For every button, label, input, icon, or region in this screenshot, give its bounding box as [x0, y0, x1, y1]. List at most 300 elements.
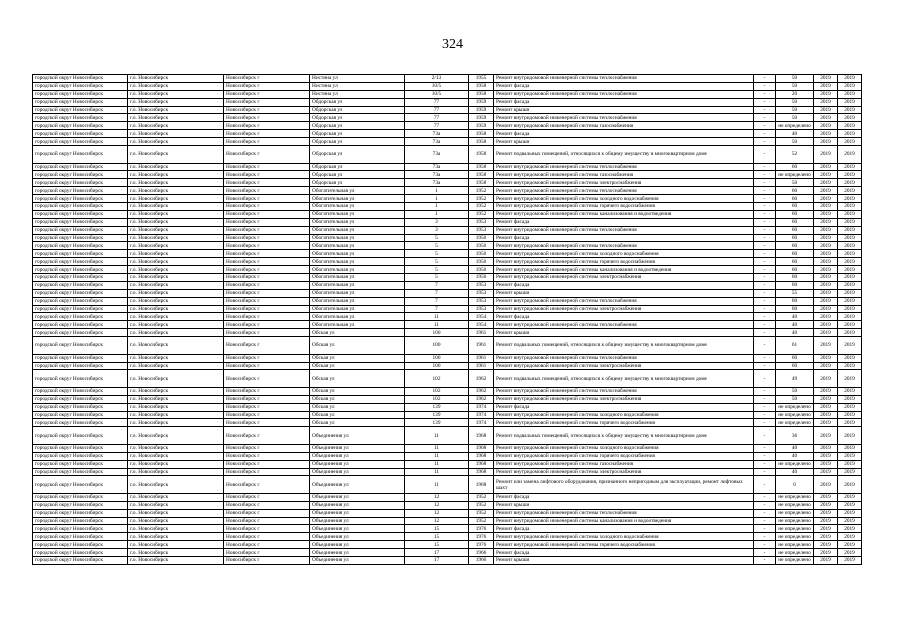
start-year-cell: 2019	[814, 266, 838, 274]
start-year-cell: 2019	[814, 525, 838, 533]
street-cell: Обдорская ул	[310, 114, 405, 122]
district-cell: г.о. Новосибирск	[128, 266, 224, 274]
district-cell: г.о. Новосибирск	[128, 130, 224, 138]
table-row	[33, 114, 862, 122]
settlement-cell: Новосибирск г	[224, 226, 310, 234]
street-cell: Обская ул	[310, 362, 405, 370]
work-type-cell: Ремонт внутридомовой инженерной системы электроснабжения	[494, 468, 754, 476]
build-year-cell: 1952	[469, 493, 494, 501]
build-year-cell: 1950	[469, 242, 494, 250]
street-cell: Обская ул	[310, 419, 405, 427]
start-year-cell: 2019	[814, 403, 838, 411]
municipality-cell: городской округ Новосибирск	[33, 114, 128, 122]
work-type-cell: Ремонт внутридомовой инженерной системы холодного водоснабжения	[494, 411, 754, 419]
street-cell: Объединения ул	[310, 452, 405, 460]
work-type-cell: Ремонт или замена лифтового оборудования, признанного непригодным для эксплуатации, ремонт лифтовых шахт	[494, 476, 754, 494]
start-year-cell: 2019	[814, 98, 838, 106]
build-year-cell: 1959	[469, 106, 494, 114]
district-cell: г.о. Новосибирск	[128, 354, 224, 362]
build-year-cell: 1961	[469, 337, 494, 355]
municipality-cell: городской округ Новосибирск	[33, 444, 128, 452]
district-cell: г.о. Новосибирск	[128, 329, 224, 337]
district-cell: г.о. Новосибирск	[128, 525, 224, 533]
settlement-cell: Новосибирск г	[224, 250, 310, 258]
settlement-cell: Новосибирск г	[224, 444, 310, 452]
street-cell: Обогатительная ул	[310, 250, 405, 258]
street-cell: Обогатительная ул	[310, 187, 405, 195]
build-year-cell: 1950	[469, 258, 494, 266]
start-year-cell: 2019	[814, 509, 838, 517]
end-year-cell: 2019	[838, 122, 862, 130]
volume-cell: 40	[776, 329, 814, 337]
house-number-cell: 11	[405, 452, 469, 460]
work-type-cell: Ремонт внутридомовой инженерной системы газоснабжения	[494, 460, 754, 468]
end-year-cell: 2019	[838, 75, 862, 83]
work-type-cell: Ремонт фасада	[494, 493, 754, 501]
volume-cell: 20	[776, 90, 814, 98]
municipality-cell: городской округ Новосибирск	[33, 250, 128, 258]
start-year-cell: 2019	[814, 557, 838, 565]
settlement-cell: Новосибирск г	[224, 501, 310, 509]
work-type-cell: Ремонт внутридомовой инженерной системы электроснабжения	[494, 362, 754, 370]
district-cell: г.о. Новосибирск	[128, 395, 224, 403]
municipality-cell: городской округ Новосибирск	[33, 460, 128, 468]
build-year-cell: 1958	[469, 138, 494, 146]
municipality-cell: городской округ Новосибирск	[33, 90, 128, 98]
dash-cell: -	[754, 297, 776, 305]
dash-cell: -	[754, 187, 776, 195]
house-number-cell: 15	[405, 541, 469, 549]
street-cell: Обогатительная ул	[310, 266, 405, 274]
settlement-cell: Новосибирск г	[224, 90, 310, 98]
district-cell: г.о. Новосибирск	[128, 179, 224, 187]
district-cell: г.о. Новосибирск	[128, 403, 224, 411]
start-year-cell: 2019	[814, 329, 838, 337]
volume-cell: 40	[776, 444, 814, 452]
district-cell: г.о. Новосибирск	[128, 337, 224, 355]
start-year-cell: 2019	[814, 179, 838, 187]
settlement-cell: Новосибирск г	[224, 273, 310, 281]
house-number-cell: 11	[405, 313, 469, 321]
house-number-cell: 5	[405, 234, 469, 242]
street-cell: Объединения ул	[310, 493, 405, 501]
table-row	[33, 258, 862, 266]
district-cell: г.о. Новосибирск	[128, 427, 224, 445]
municipality-cell: городской округ Новосибирск	[33, 533, 128, 541]
dash-cell: -	[754, 82, 776, 90]
house-number-cell: 77	[405, 106, 469, 114]
table-row	[33, 210, 862, 218]
end-year-cell: 2019	[838, 354, 862, 362]
work-type-cell: Ремонт внутридомовой инженерной системы теплоснабжения	[494, 387, 754, 395]
volume-cell: 52	[776, 146, 814, 164]
table-row	[33, 82, 862, 90]
dash-cell: -	[754, 533, 776, 541]
municipality-cell: городской округ Новосибирск	[33, 395, 128, 403]
work-type-cell: Ремонт фасада	[494, 82, 754, 90]
volume-cell: 55	[776, 289, 814, 297]
page-number: 324	[442, 37, 463, 52]
volume-cell: 36	[776, 427, 814, 445]
table-body	[33, 75, 862, 565]
build-year-cell: 1952	[469, 187, 494, 195]
end-year-cell: 2019	[838, 501, 862, 509]
build-year-cell: 1962	[469, 370, 494, 388]
work-type-cell: Ремонт внутридомовой инженерной системы горячего водоснабжения	[494, 258, 754, 266]
volume-cell: 60	[776, 362, 814, 370]
build-year-cell: 1954	[469, 313, 494, 321]
district-cell: г.о. Новосибирск	[128, 501, 224, 509]
municipality-cell: городской округ Новосибирск	[33, 266, 128, 274]
dash-cell: -	[754, 549, 776, 557]
end-year-cell: 2019	[838, 411, 862, 419]
table-row	[33, 321, 862, 329]
dash-cell: -	[754, 98, 776, 106]
table-row	[33, 444, 862, 452]
work-type-cell: Ремонт внутридомовой инженерной системы теплоснабжения	[494, 321, 754, 329]
settlement-cell: Новосибирск г	[224, 525, 310, 533]
settlement-cell: Новосибирск г	[224, 289, 310, 297]
table-row	[33, 98, 862, 106]
build-year-cell: 1976	[469, 533, 494, 541]
settlement-cell: Новосибирск г	[224, 321, 310, 329]
district-cell: г.о. Новосибирск	[128, 171, 224, 179]
table-row	[33, 533, 862, 541]
volume-cell: 60	[776, 281, 814, 289]
table-row	[33, 90, 862, 98]
municipality-cell: городской округ Новосибирск	[33, 509, 128, 517]
start-year-cell: 2019	[814, 218, 838, 226]
district-cell: г.о. Новосибирск	[128, 297, 224, 305]
street-cell: Обдорская ул	[310, 106, 405, 114]
street-cell: Обдорская ул	[310, 146, 405, 164]
table-row	[33, 289, 862, 297]
end-year-cell: 2019	[838, 202, 862, 210]
settlement-cell: Новосибирск г	[224, 337, 310, 355]
municipality-cell: городской округ Новосибирск	[33, 138, 128, 146]
build-year-cell: 1953	[469, 297, 494, 305]
house-number-cell: 11	[405, 476, 469, 494]
table-row	[33, 493, 862, 501]
house-number-cell: 11	[405, 427, 469, 445]
settlement-cell: Новосибирск г	[224, 297, 310, 305]
build-year-cell: 1974	[469, 419, 494, 427]
work-type-cell: Ремонт внутридомовой инженерной системы теплоснабжения	[494, 187, 754, 195]
start-year-cell: 2019	[814, 305, 838, 313]
work-type-cell: Ремонт внутридомовой инженерной системы канализования и водоотведения	[494, 517, 754, 525]
municipality-cell: городской округ Новосибирск	[33, 226, 128, 234]
volume-cell: 40	[776, 468, 814, 476]
district-cell: г.о. Новосибирск	[128, 187, 224, 195]
start-year-cell: 2019	[814, 444, 838, 452]
house-number-cell: 102	[405, 395, 469, 403]
municipality-cell: городской округ Новосибирск	[33, 122, 128, 130]
end-year-cell: 2019	[838, 468, 862, 476]
settlement-cell: Новосибирск г	[224, 362, 310, 370]
volume-cell: не определено	[776, 122, 814, 130]
district-cell: г.о. Новосибирск	[128, 106, 224, 114]
end-year-cell: 2019	[838, 242, 862, 250]
settlement-cell: Новосибирск г	[224, 354, 310, 362]
municipality-cell: городской округ Новосибирск	[33, 476, 128, 494]
build-year-cell: 1961	[469, 329, 494, 337]
house-number-cell: 12	[405, 517, 469, 525]
build-year-cell: 1958	[469, 90, 494, 98]
street-cell: Объединения ул	[310, 541, 405, 549]
settlement-cell: Новосибирск г	[224, 411, 310, 419]
house-number-cell: 100	[405, 329, 469, 337]
volume-cell: не определено	[776, 501, 814, 509]
table-row	[33, 179, 862, 187]
municipality-cell: городской округ Новосибирск	[33, 427, 128, 445]
house-number-cell: 11	[405, 468, 469, 476]
table-row	[33, 395, 862, 403]
district-cell: г.о. Новосибирск	[128, 163, 224, 171]
house-number-cell: 3	[405, 218, 469, 226]
volume-cell: 60	[776, 187, 814, 195]
district-cell: г.о. Новосибирск	[128, 138, 224, 146]
table-row	[33, 171, 862, 179]
build-year-cell: 1959	[469, 98, 494, 106]
table-row	[33, 525, 862, 533]
end-year-cell: 2019	[838, 187, 862, 195]
work-type-cell: Ремонт внутридомовой инженерной системы канализования и водоотведения	[494, 266, 754, 274]
dash-cell: -	[754, 337, 776, 355]
municipality-cell: городской округ Новосибирск	[33, 210, 128, 218]
table-row	[33, 362, 862, 370]
work-type-cell: Ремонт внутридомовой инженерной системы газоснабжения	[494, 171, 754, 179]
start-year-cell: 2019	[814, 354, 838, 362]
volume-cell: не определено	[776, 541, 814, 549]
volume-cell: 40	[776, 130, 814, 138]
end-year-cell: 2019	[838, 362, 862, 370]
volume-cell: не определено	[776, 549, 814, 557]
municipality-cell: городской округ Новосибирск	[33, 187, 128, 195]
street-cell: Обская ул	[310, 395, 405, 403]
house-number-cell: 5	[405, 266, 469, 274]
house-number-cell: 100	[405, 354, 469, 362]
street-cell: Объединения ул	[310, 517, 405, 525]
dash-cell: -	[754, 444, 776, 452]
volume-cell: 50	[776, 179, 814, 187]
settlement-cell: Новосибирск г	[224, 395, 310, 403]
start-year-cell: 2019	[814, 313, 838, 321]
build-year-cell: 1959	[469, 114, 494, 122]
district-cell: г.о. Новосибирск	[128, 82, 224, 90]
build-year-cell: 1974	[469, 411, 494, 419]
municipality-cell: городской округ Новосибирск	[33, 362, 128, 370]
settlement-cell: Новосибирск г	[224, 541, 310, 549]
end-year-cell: 2019	[838, 452, 862, 460]
end-year-cell: 2019	[838, 226, 862, 234]
volume-cell: не определено	[776, 411, 814, 419]
build-year-cell: 1958	[469, 163, 494, 171]
work-type-cell: Ремонт внутридомовой инженерной системы газоснабжения	[494, 122, 754, 130]
end-year-cell: 2019	[838, 460, 862, 468]
end-year-cell: 2019	[838, 163, 862, 171]
volume-cell: 60	[776, 242, 814, 250]
start-year-cell: 2019	[814, 242, 838, 250]
dash-cell: -	[754, 146, 776, 164]
street-cell: Обдорская ул	[310, 130, 405, 138]
table-row	[33, 460, 862, 468]
work-type-cell: Ремонт внутридомовой инженерной системы электроснабжения	[494, 179, 754, 187]
end-year-cell: 2019	[838, 509, 862, 517]
settlement-cell: Новосибирск г	[224, 329, 310, 337]
district-cell: г.о. Новосибирск	[128, 305, 224, 313]
house-number-cell: 77	[405, 114, 469, 122]
build-year-cell: 1976	[469, 525, 494, 533]
start-year-cell: 2019	[814, 210, 838, 218]
start-year-cell: 2019	[814, 226, 838, 234]
settlement-cell: Новосибирск г	[224, 468, 310, 476]
house-number-cell: 11	[405, 460, 469, 468]
start-year-cell: 2019	[814, 549, 838, 557]
end-year-cell: 2019	[838, 403, 862, 411]
dash-cell: -	[754, 202, 776, 210]
street-cell: Обогатительная ул	[310, 297, 405, 305]
street-cell: Объединения ул	[310, 468, 405, 476]
build-year-cell: 1966	[469, 557, 494, 565]
dash-cell: -	[754, 250, 776, 258]
work-type-cell: Ремонт внутридомовой инженерной системы теплоснабжения	[494, 114, 754, 122]
volume-cell: 50	[776, 395, 814, 403]
work-type-cell: Ремонт внутридомовой инженерной системы горячего водоснабжения	[494, 452, 754, 460]
end-year-cell: 2019	[838, 146, 862, 164]
street-cell: Обская ул	[310, 387, 405, 395]
house-number-cell: 77	[405, 122, 469, 130]
table-row	[33, 468, 862, 476]
street-cell: Объединения ул	[310, 533, 405, 541]
table-row	[33, 195, 862, 203]
settlement-cell: Новосибирск г	[224, 242, 310, 250]
house-number-cell: 1	[405, 187, 469, 195]
build-year-cell: 1950	[469, 273, 494, 281]
dash-cell: -	[754, 321, 776, 329]
end-year-cell: 2019	[838, 493, 862, 501]
table-row	[33, 403, 862, 411]
house-number-cell: 5	[405, 258, 469, 266]
settlement-cell: Новосибирск г	[224, 549, 310, 557]
work-type-cell: Ремонт фасада	[494, 313, 754, 321]
dash-cell: -	[754, 234, 776, 242]
work-type-cell: Ремонт внутридомовой инженерной системы электроснабжения	[494, 273, 754, 281]
volume-cell: 60	[776, 297, 814, 305]
street-cell: Обдорская ул	[310, 163, 405, 171]
settlement-cell: Новосибирск г	[224, 313, 310, 321]
end-year-cell: 2019	[838, 234, 862, 242]
street-cell: Обогатительная ул	[310, 273, 405, 281]
dash-cell: -	[754, 179, 776, 187]
house-number-cell: 7	[405, 305, 469, 313]
settlement-cell: Новосибирск г	[224, 122, 310, 130]
work-type-cell: Ремонт внутридомовой инженерной системы теплоснабжения	[494, 354, 754, 362]
volume-cell: 50	[776, 82, 814, 90]
work-type-cell: Ремонт фасада	[494, 403, 754, 411]
build-year-cell: 1952	[469, 517, 494, 525]
volume-cell: 50	[776, 387, 814, 395]
volume-cell: 50	[776, 106, 814, 114]
settlement-cell: Новосибирск г	[224, 163, 310, 171]
start-year-cell: 2019	[814, 138, 838, 146]
district-cell: г.о. Новосибирск	[128, 195, 224, 203]
street-cell: Обогатительная ул	[310, 305, 405, 313]
table-row	[33, 122, 862, 130]
district-cell: г.о. Новосибирск	[128, 218, 224, 226]
district-cell: г.о. Новосибирск	[128, 509, 224, 517]
start-year-cell: 2019	[814, 427, 838, 445]
work-type-cell: Ремонт подвальных помещений, относящихся к общему имуществу в многоквартирном доме	[494, 337, 754, 355]
municipality-cell: городской округ Новосибирск	[33, 541, 128, 549]
end-year-cell: 2019	[838, 476, 862, 494]
street-cell: Обская ул	[310, 337, 405, 355]
municipality-cell: городской округ Новосибирск	[33, 501, 128, 509]
house-number-cell: 5	[405, 242, 469, 250]
end-year-cell: 2019	[838, 106, 862, 114]
start-year-cell: 2019	[814, 362, 838, 370]
house-number-cell: 12	[405, 493, 469, 501]
settlement-cell: Новосибирск г	[224, 187, 310, 195]
build-year-cell: 1968	[469, 460, 494, 468]
municipality-cell: городской округ Новосибирск	[33, 468, 128, 476]
volume-cell: 61	[776, 337, 814, 355]
street-cell: Объединения ул	[310, 501, 405, 509]
municipality-cell: городской округ Новосибирск	[33, 171, 128, 179]
dash-cell: -	[754, 354, 776, 362]
work-type-cell: Ремонт фасада	[494, 281, 754, 289]
house-number-cell: 15	[405, 533, 469, 541]
work-type-cell: Ремонт крыши	[494, 106, 754, 114]
district-cell: г.о. Новосибирск	[128, 460, 224, 468]
street-cell: Объединения ул	[310, 444, 405, 452]
district-cell: г.о. Новосибирск	[128, 411, 224, 419]
start-year-cell: 2019	[814, 468, 838, 476]
build-year-cell: 1953	[469, 281, 494, 289]
municipality-cell: городской округ Новосибирск	[33, 98, 128, 106]
settlement-cell: Новосибирск г	[224, 403, 310, 411]
house-number-cell: 7	[405, 281, 469, 289]
work-type-cell: Ремонт крыши	[494, 289, 754, 297]
district-cell: г.о. Новосибирск	[128, 289, 224, 297]
street-cell: Нистина ул	[310, 82, 405, 90]
volume-cell: 40	[776, 321, 814, 329]
dash-cell: -	[754, 525, 776, 533]
volume-cell: 60	[776, 210, 814, 218]
end-year-cell: 2019	[838, 281, 862, 289]
dash-cell: -	[754, 90, 776, 98]
work-type-cell: Ремонт внутридомовой инженерной системы холодного водоснабжения	[494, 444, 754, 452]
district-cell: г.о. Новосибирск	[128, 98, 224, 106]
street-cell: Обогатительная ул	[310, 195, 405, 203]
table-row	[33, 202, 862, 210]
build-year-cell: 1958	[469, 82, 494, 90]
work-type-cell: Ремонт фасада	[494, 234, 754, 242]
house-number-cell: 77	[405, 98, 469, 106]
street-cell: Обогатительная ул	[310, 313, 405, 321]
municipality-cell: городской округ Новосибирск	[33, 163, 128, 171]
house-number-cell: 11	[405, 321, 469, 329]
work-type-cell: Ремонт внутридомовой инженерной системы горячего водоснабжения	[494, 419, 754, 427]
end-year-cell: 2019	[838, 549, 862, 557]
municipality-cell: городской округ Новосибирск	[33, 321, 128, 329]
build-year-cell: 1950	[469, 234, 494, 242]
settlement-cell: Новосибирск г	[224, 82, 310, 90]
municipality-cell: городской округ Новосибирск	[33, 82, 128, 90]
dash-cell: -	[754, 362, 776, 370]
build-year-cell: 1968	[469, 452, 494, 460]
start-year-cell: 2019	[814, 171, 838, 179]
street-cell: Обдорская ул	[310, 122, 405, 130]
